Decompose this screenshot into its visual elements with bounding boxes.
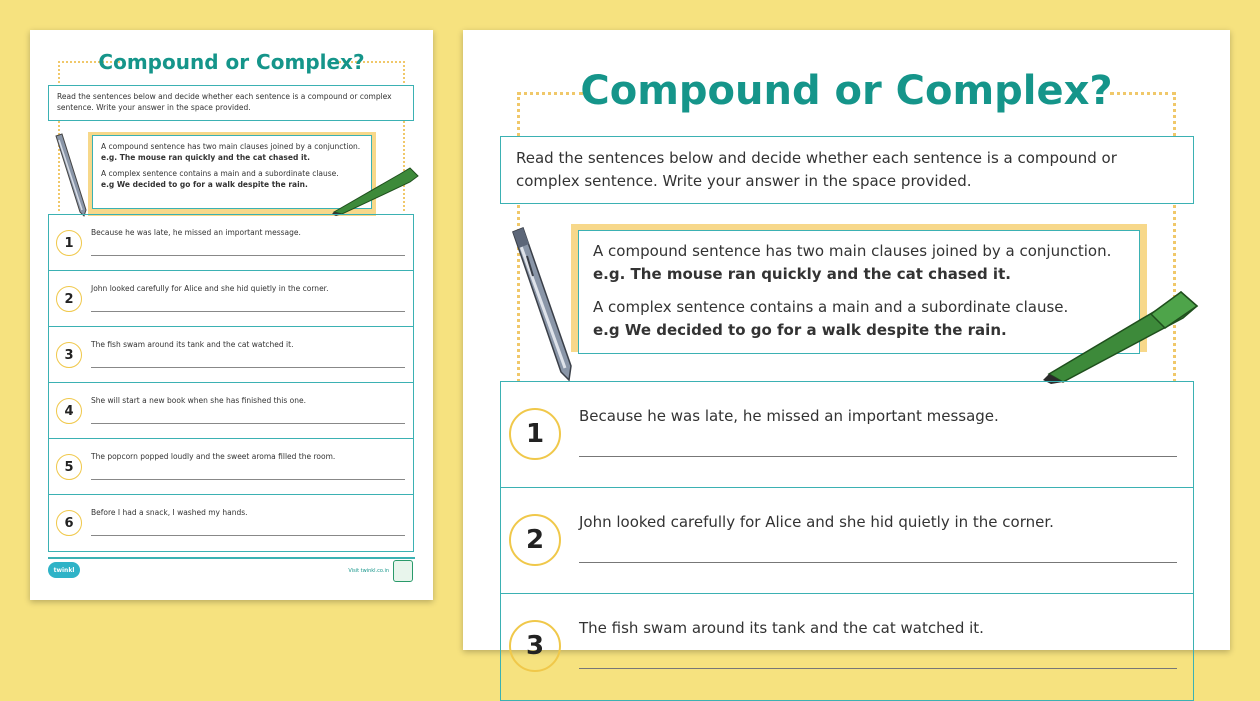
question-row (49, 495, 413, 551)
question-row (49, 215, 413, 271)
question-text: The fish swam around its tank and the cat watched it. (91, 340, 294, 349)
quality-badge-icon (393, 560, 413, 582)
compound-example: e.g. The mouse ran quickly and the cat chased it. (593, 265, 1011, 283)
thumbnail-instructions: Read the sentences below and decide whether each sentence is a compound or complex sentence. Write your answer in the space provided. (48, 85, 414, 121)
question-number: 5 (56, 454, 82, 480)
answer-line[interactable] (579, 668, 1177, 669)
complex-example: e.g We decided to go for a walk despite the rain. (593, 321, 1007, 339)
footer-divider (48, 557, 415, 559)
answer-line[interactable] (91, 535, 405, 536)
question-row (501, 594, 1193, 700)
question-number: 3 (509, 620, 561, 672)
question-row (501, 382, 1193, 488)
complex-definition: A complex sentence contains a main and a subordinate clause. (101, 169, 339, 178)
thumbnail-title: Compound or Complex? (98, 50, 365, 74)
answer-line[interactable] (91, 255, 405, 256)
question-text: The popcorn popped loudly and the sweet aroma filled the room. (91, 452, 336, 461)
compound-example: e.g. The mouse ran quickly and the cat chased it. (101, 153, 310, 162)
answer-line[interactable] (91, 479, 405, 480)
twinkl-logo: twinkl (48, 562, 80, 578)
question-number: 4 (56, 398, 82, 424)
answer-line[interactable] (91, 367, 405, 368)
question-row (49, 327, 413, 383)
pen-icon (52, 132, 92, 218)
question-row (49, 383, 413, 439)
footer-visit-text: Visit twinkl.co.in (348, 568, 389, 574)
question-number: 3 (56, 342, 82, 368)
complex-definition: A complex sentence contains a main and a subordinate clause. (593, 298, 1069, 316)
question-text: John looked carefully for Alice and she hid quietly in the corner. (579, 513, 1054, 531)
question-text: Because he was late, he missed an important message. (579, 407, 999, 425)
page-title: Compound or Complex? (580, 68, 1113, 114)
thumbnail-question-list (48, 214, 414, 552)
question-number: 6 (56, 510, 82, 536)
question-number: 2 (56, 286, 82, 312)
compound-definition: A compound sentence has two main clauses joined by a conjunction. (101, 142, 361, 151)
question-text: She will start a new book when she has finished this one. (91, 396, 306, 405)
marker-icon (330, 166, 422, 216)
question-text: Because he was late, he missed an important message. (91, 228, 301, 237)
worksheet-thumbnail (30, 30, 433, 600)
question-list (500, 381, 1194, 701)
question-text: Before I had a snack, I washed my hands. (91, 508, 248, 517)
question-text: The fish swam around its tank and the cat watched it. (579, 619, 984, 637)
worksheet-zoomed (463, 30, 1230, 661)
question-number: 1 (509, 408, 561, 460)
question-number: 2 (509, 514, 561, 566)
answer-line[interactable] (91, 311, 405, 312)
answer-line[interactable] (579, 562, 1177, 563)
compound-definition: A compound sentence has two main clauses joined by a conjunction. (593, 242, 1112, 260)
answer-line[interactable] (91, 423, 405, 424)
answer-line[interactable] (579, 456, 1177, 457)
question-row (49, 271, 413, 327)
instructions-box: Read the sentences below and decide whether each sentence is a compound or complex sentence. Write your answer in the space provided. (500, 136, 1194, 204)
complex-example: e.g We decided to go for a walk despite the rain. (101, 180, 308, 189)
marker-icon (1041, 288, 1205, 384)
question-row (501, 488, 1193, 594)
question-text: John looked carefully for Alice and she hid quietly in the corner. (91, 284, 329, 293)
question-row (49, 439, 413, 495)
question-number: 1 (56, 230, 82, 256)
pen-icon (507, 226, 579, 382)
